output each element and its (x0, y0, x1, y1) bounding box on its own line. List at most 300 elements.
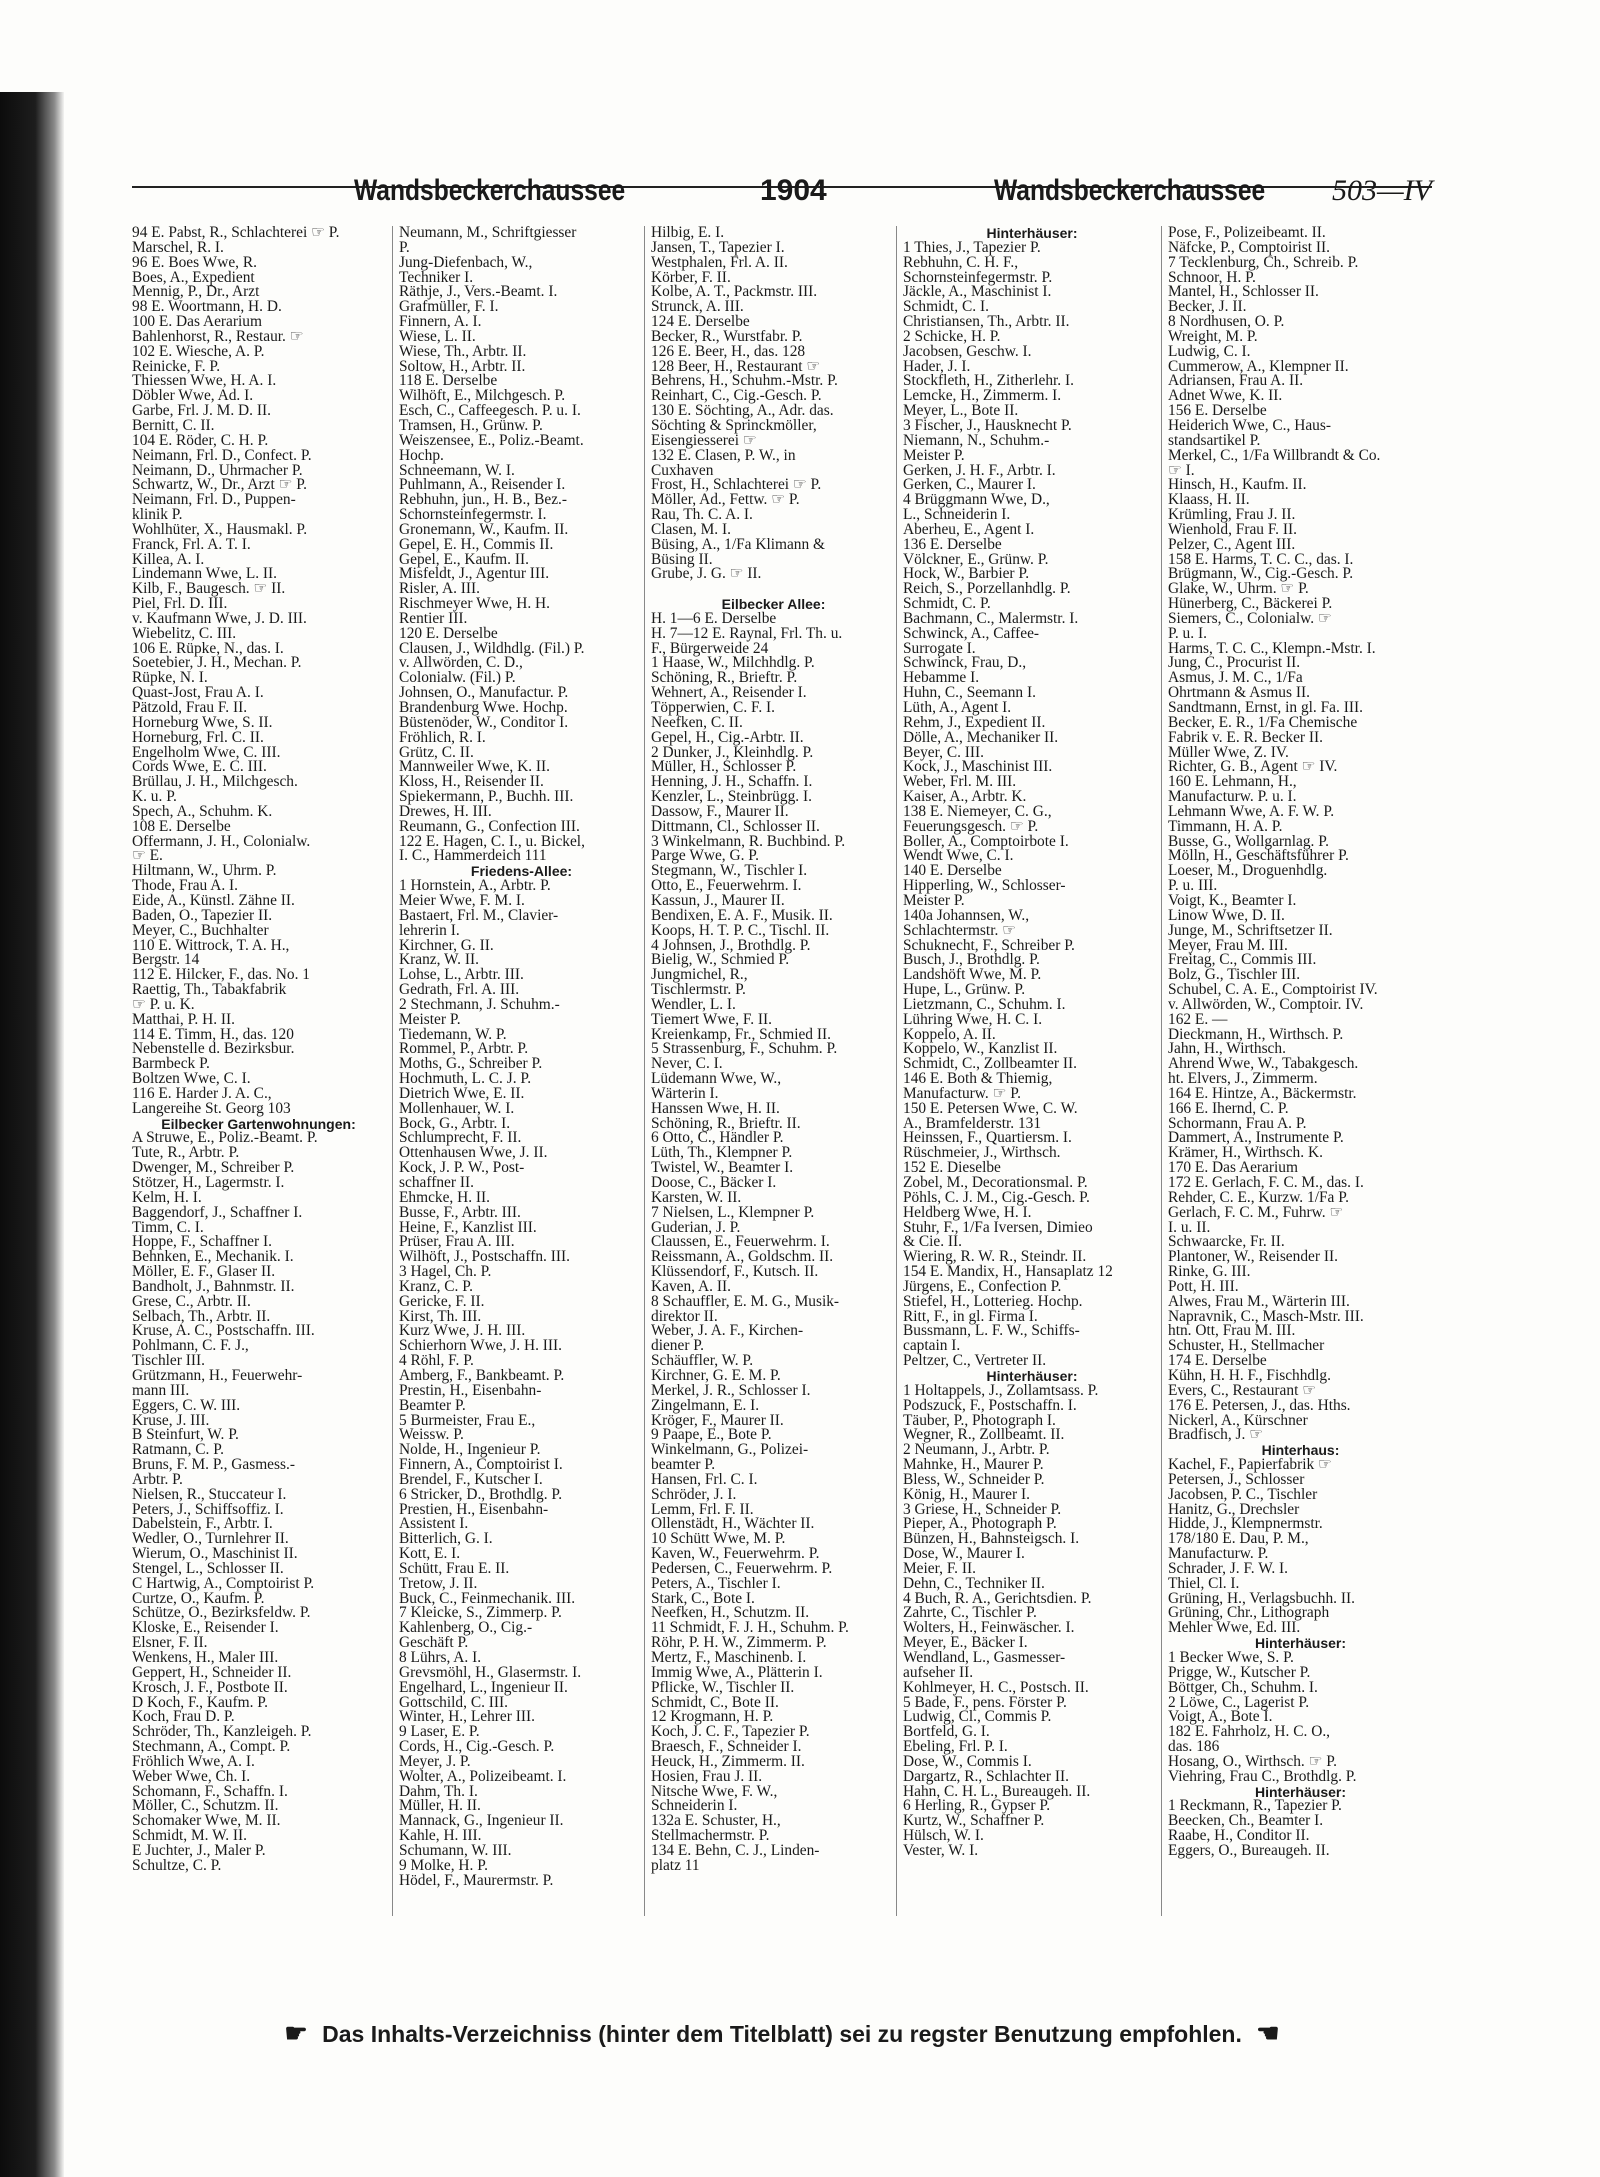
directory-entry: beamter P. (651, 1456, 716, 1474)
directory-entry: Richter, G. B., Agent ☞ IV. (1168, 758, 1338, 776)
directory-entry: 4 Röhl, F. P. (399, 1352, 474, 1370)
directory-entry: Meyer, J. P. (399, 1752, 471, 1770)
scan-edge (0, 92, 64, 2177)
directory-entry: 9 Paape, E., Bote P. (651, 1426, 772, 1444)
directory-entry: 130 E. Söchting, A., Adr. das. (651, 402, 834, 420)
directory-entry: Twistel, W., Beamter I. (651, 1159, 794, 1177)
directory-entry: Puhlmann, A., Reisender I. (399, 476, 566, 494)
directory-entry: Lüdemann Wwe, W., (651, 1070, 782, 1088)
directory-entry: Hochp. (399, 446, 444, 464)
directory-entry: Krosch, J. F., Postbote II. (132, 1678, 288, 1696)
directory-entry: Raabe, H., Conditor II. (1168, 1827, 1310, 1845)
directory-entry: Lüth, A., Agent I. (903, 699, 1012, 716)
directory-entry: 126 E. Beer, H., das. 128 (651, 342, 806, 360)
directory-entry: Kenzler, L., Steinbrügg. I. (651, 788, 812, 806)
directory-entry: Dammert, A., Instrumente P. (1168, 1129, 1344, 1147)
directory-entry: Kruse, A. C., Postschaffn. III. (132, 1322, 315, 1340)
section-heading: Hinterhäuser: (1254, 1635, 1347, 1652)
directory-entry: Thiel, Cl. I. (1168, 1574, 1240, 1592)
directory-entry: Cords Wwe, E. C. III. (132, 758, 267, 776)
directory-entry: Soetebier, J. H., Mechan. P. (132, 654, 302, 672)
directory-entry: Hülsch, W. I. (903, 1827, 984, 1845)
directory-entry: Kaven, W., Feuerwehrm. P. (651, 1545, 820, 1563)
directory-entry: Röhr, P. H. W., Zimmerm. P. (651, 1634, 827, 1652)
directory-entry: Loeser, M., Droguenhdlg. (1168, 862, 1328, 880)
directory-entry: Drewes, H. III. (399, 802, 492, 820)
directory-entry: Wiese, L. II. (399, 327, 476, 345)
directory-entry: 146 E. Both & Thiemig, (903, 1070, 1053, 1088)
directory-entry: Curtze, O., Kaufm. P. (132, 1589, 265, 1607)
directory-entry: 9 Molke, H. P. (399, 1856, 488, 1874)
directory-entry: Grube, J. G. ☞ II. (651, 565, 762, 583)
directory-entry: Schnoor, H. P. (1168, 268, 1256, 286)
directory-entry: Jäckle, A., Maschinist I. (903, 283, 1052, 301)
directory-entry: Reissmann, A., Goldschm. II. (651, 1248, 834, 1266)
directory-entry: Jung, C., Procurist II. (1168, 654, 1301, 672)
directory-entry: Lemm, Frl. F. II. (651, 1500, 754, 1518)
directory-entry: Evers, C., Restaurant ☞ (1168, 1381, 1317, 1399)
directory-entry: 152 E. Dieselbe (903, 1159, 1001, 1177)
directory-entry: Wiering, R. W. R., Steindr. II. (903, 1248, 1087, 1266)
directory-entry: 104 E. Röder, C. H. P. (132, 431, 269, 449)
directory-entry: Kloske, E., Reisender I. (132, 1619, 279, 1637)
directory-entry: 174 E. Derselbe (1168, 1352, 1267, 1370)
directory-entry: Neimann, D., Uhrmacher P. (132, 461, 303, 479)
directory-entry: Büstenöder, W., Conditor I. (399, 713, 569, 731)
directory-entry: Johnsen, O., Manufactur. P. (399, 684, 569, 702)
directory-entry: Wiebelitz, C. III. (132, 624, 237, 642)
directory-entry: Hinsch, H., Kaufm. II. (1168, 476, 1307, 494)
directory-entry: Kelm, H. I. (132, 1188, 202, 1206)
directory-entry: 5 Bade, F., pens. Förster P. (903, 1693, 1067, 1711)
directory-page (132, 128, 1432, 2048)
directory-entry: aufseher II. (903, 1663, 974, 1681)
directory-entry: 8 Schauffler, E. M. G., Musik- (651, 1292, 840, 1310)
directory-entry: Busse, G., Wollgarnlag. P. (1168, 832, 1329, 850)
directory-entry: Dietrich Wwe, E. II. (399, 1084, 525, 1102)
directory-entry: Kahlenberg, O., Cig.- (399, 1619, 533, 1637)
directory-entry: Hock, W., Barbier P. (903, 565, 1030, 583)
directory-entry: Winter, H., Lehrer III. (399, 1708, 535, 1726)
directory-entry: Timmann, H. A. P. (1168, 817, 1283, 835)
directory-entry: Wilhöft, E., Milchgesch. P. (399, 387, 566, 405)
directory-entry: 1 Thies, J., Tapezier P. (903, 238, 1041, 256)
directory-entry: 134 E. Behn, C. J., Linden- (651, 1841, 820, 1859)
directory-entry: v. Kaufmann Wwe, J. D. III. (132, 609, 307, 627)
directory-entry: Ebeling, Frl. P. I. (903, 1738, 1008, 1756)
directory-entry: Fabrik v. E. R. Becker II. (1168, 728, 1324, 746)
directory-column-2 (392, 226, 644, 1916)
directory-entry: Kurtz, W., Schaffner P. (903, 1812, 1045, 1830)
directory-entry: 158 E. Harms, T. C. C., das. I. (1168, 550, 1354, 568)
directory-entry: Heldberg Wwe, H. I. (903, 1203, 1032, 1221)
directory-entry: Schierhorn Wwe, J. H. III. (399, 1337, 562, 1355)
directory-entry: Schröder, Th., Kanzleigeh. P. (132, 1723, 312, 1741)
directory-entry: Immig Wwe, A., Plätterin I. (651, 1663, 823, 1681)
directory-entry: Schwinck, A., Caffee- (903, 624, 1040, 642)
directory-entry: Dose, W., Commis I. (903, 1752, 1032, 1770)
directory-entry: Lemcke, H., Zimmerm. I. (903, 387, 1062, 405)
directory-entry: 98 E. Woortmann, H. D. (132, 298, 282, 316)
directory-entry: Strunck, A. III. (651, 298, 744, 316)
directory-entry: Schmidt, M. W. II. (132, 1827, 248, 1845)
directory-entry: Bastaert, Frl. M., Clavier- (399, 906, 559, 924)
directory-entry: Niemann, N., Schuhm.- (903, 431, 1050, 449)
directory-entry: ☞ E. (132, 847, 163, 865)
directory-entry: Räthje, J., Vers.-Beamt. I. (399, 283, 558, 301)
year: 1904 (760, 174, 827, 207)
directory-entry: Schrader, J. F. W. I. (1168, 1559, 1288, 1577)
directory-entry: K. u. P. (132, 788, 177, 806)
directory-entry: Dose, W., Maurer I. (903, 1545, 1025, 1563)
directory-entry: Nolde, H., Ingenieur P. (399, 1441, 541, 1459)
directory-entry: Risler, A. III. (399, 580, 481, 598)
directory-entry: Bahlenhorst, R., Restaur. ☞ (132, 327, 304, 345)
directory-entry: Quast-Jost, Frau A. I. (132, 684, 264, 702)
directory-entry: Mannack, G., Ingenieur II. (399, 1812, 564, 1830)
directory-entry: Fröhlich, R. I. (399, 728, 486, 746)
directory-entry: Koppelo, A. II. (903, 1025, 996, 1043)
directory-entry: Dieckmann, H., Wirthsch. P. (1168, 1025, 1344, 1043)
directory-entry: 2 Schicke, H. P. (903, 327, 1001, 345)
directory-entry: Grütz, C. II. (399, 743, 474, 761)
directory-entry: Reinhart, C., Cig.-Gesch. P. (651, 387, 822, 405)
directory-entry: Reinicke, F. P. (132, 357, 221, 375)
directory-entry: Freitag, C., Commis III. (1168, 951, 1317, 969)
directory-entry: Eggers, O., Bureaugeh. II. (1168, 1841, 1330, 1859)
directory-entry: Piel, Frl. D. III. (132, 595, 228, 613)
directory-entry: 1 Hornstein, A., Arbtr. P. (399, 877, 551, 895)
directory-entry: Clasen, M. I. (651, 520, 731, 538)
directory-entry: Prüser, Frau A. III. (399, 1233, 515, 1251)
directory-entry: Bünzen, H., Bahnsteigsch. I. (903, 1530, 1080, 1548)
directory-entry: Colonialw. (Fil.) P. (399, 669, 516, 687)
directory-entry: Dahm, Th. I. (399, 1782, 478, 1800)
directory-entry: 110 E. Wittrock, T. A. H., (132, 936, 290, 954)
directory-entry: Podszuck, F., Postschaffn. I. (903, 1396, 1077, 1414)
directory-entry: Rebhuhn, jun., H. B., Bez.- (399, 491, 567, 509)
directory-entry: Dargartz, R., Schlachter II. (903, 1767, 1069, 1785)
directory-entry: Rüpke, N. I. (132, 669, 208, 687)
directory-entry: 114 E. Timm, H., das. 120 (132, 1025, 294, 1043)
directory-entry: Dassow, F., Maurer II. (651, 802, 789, 820)
directory-entry: Kirst, Th. III. (399, 1307, 482, 1325)
directory-entry: 108 E. Derselbe (132, 817, 231, 835)
directory-entry: standsartikel P. (1168, 431, 1261, 449)
directory-entry: Grevsmöhl, H., Glasermstr. I. (399, 1663, 582, 1681)
directory-entry: 166 E. Ihernd, C. P. (1168, 1099, 1289, 1117)
directory-entry: Eggers, C. W. III. (132, 1396, 241, 1414)
directory-entry: Techniker I. (399, 268, 474, 286)
directory-entry: Garbe, Frl. J. M. D. II. (132, 402, 271, 420)
directory-entry: 8 Lührs, A. I. (399, 1649, 482, 1666)
directory-entry: Stockfleth, H., Zitherlehr. I. (903, 372, 1074, 390)
directory-entry: Völckner, E., Grünw. P. (903, 550, 1049, 568)
directory-entry: Busch, J., Brothdlg. P. (903, 951, 1040, 969)
directory-entry: ☞ P. u. K. (132, 995, 195, 1013)
directory-entry: Tischlermstr. P. (651, 981, 746, 999)
directory-entry: Claussen, E., Feuerwehrm. I. (651, 1233, 830, 1251)
directory-entry: Mantel, H., Schlosser II. (1168, 283, 1319, 301)
directory-entry: Schmidt, C., Zollbeamter II. (903, 1055, 1077, 1073)
directory-entry: Never, C. I. (651, 1055, 723, 1073)
directory-columns (132, 226, 1432, 1916)
directory-entry: H. 7—12 E. Raynal, Frl. Th. u. (651, 624, 843, 642)
directory-entry: Weber, Frl. M. III. (903, 773, 1017, 791)
directory-entry: 178/180 E. Dau, P. M., (1168, 1530, 1309, 1548)
directory-entry: Schormann, Frau A. P. (1168, 1114, 1307, 1132)
directory-entry: 94 E. Pabst, R., Schlachterei ☞ P. (132, 226, 340, 241)
directory-column-3 (644, 226, 896, 1916)
directory-entry: Schütze, O., Bezirksfeldw. P. (132, 1604, 311, 1622)
directory-entry: 6 Stricker, D., Brothdlg. P. (399, 1485, 563, 1503)
directory-entry: Kock, J., Maschinist III. (903, 758, 1053, 776)
directory-entry: Hochmuth, L. C. J. P. (399, 1070, 532, 1088)
directory-entry: Wierum, O., Maschinist II. (132, 1545, 298, 1563)
directory-entry: Wärterin I. (651, 1084, 719, 1102)
directory-entry: Behrens, H., Schuhm.-Mstr. P. (651, 372, 838, 390)
directory-entry: Linow Wwe, D. II. (1168, 906, 1285, 924)
directory-entry: 100 E. Das Aerarium (132, 313, 262, 331)
directory-entry: Brüllau, J. H., Milchgesch. (132, 773, 298, 791)
directory-entry: Schöning, R., Brieftr. II. (651, 1114, 801, 1132)
directory-entry: 140a Johannsen, W., (903, 906, 1030, 924)
directory-entry: Nebenstelle d. Bezirksbur. (132, 1040, 295, 1058)
street-name-left: Wandsbeckerchaussee (354, 174, 626, 207)
directory-entry: Reumann, G., Confection III. (399, 817, 580, 835)
directory-entry: Tischler III. (132, 1352, 205, 1370)
directory-entry: Schuknecht, F., Schreiber P. (903, 936, 1075, 954)
directory-entry: direktor II. (651, 1307, 718, 1325)
directory-entry: Kühn, H. H. F., Fischhdlg. (1168, 1366, 1331, 1384)
directory-entry: Wehnert, A., Reisender I. (651, 684, 807, 702)
directory-entry: Koch, J. C. F., Tapezier P. (651, 1723, 810, 1741)
directory-entry: L., Schneiderin I. (903, 506, 1011, 524)
directory-entry: Wegner, R., Zollbeamt. II. (903, 1426, 1065, 1444)
directory-entry: Möller, Ad., Fettw. ☞ P. (651, 491, 800, 509)
directory-entry: Pelzer, C., Agent III. (1168, 535, 1296, 553)
directory-entry: Moths, G., Schreiber P. (399, 1055, 543, 1073)
section-heading: Eilbecker Allee: (721, 596, 826, 613)
directory-entry: Prigge, W., Kutscher P. (1168, 1663, 1311, 1681)
directory-entry: Schomaker Wwe, M. II. (132, 1812, 281, 1830)
directory-column-1 (132, 226, 385, 1916)
directory-entry: Pätzold, Frau F. II. (132, 699, 248, 716)
directory-entry: Engelholm Wwe, C. III. (132, 743, 281, 761)
directory-entry: 136 E. Derselbe (903, 535, 1002, 553)
directory-entry: Bussmann, L. F. W., Schiffs- (903, 1322, 1080, 1340)
directory-entry: Spiekermann, P., Buchh. III. (399, 788, 574, 806)
directory-entry: Lüth, Th., Klempner P. (651, 1144, 793, 1162)
directory-entry: Voigt, A., Bote I. (1168, 1708, 1273, 1726)
directory-entry: 138 E. Niemeyer, C. G., (903, 802, 1052, 820)
directory-entry: Meister P. (903, 891, 965, 909)
directory-entry: Hader, J. I. (903, 357, 971, 375)
directory-entry: Boltzen Wwe, C. I. (132, 1070, 251, 1088)
directory-entry: 8 Nordhusen, O. P. (1168, 313, 1285, 331)
directory-entry: diener P. (651, 1337, 705, 1355)
directory-entry: Ludwig, C. I. (1168, 342, 1251, 360)
directory-entry: Spech, A., Schuhm. K. (132, 802, 273, 820)
directory-entry: Prestien, H., Eisenbahn- (399, 1500, 549, 1518)
directory-entry: Stuhr, F., 1/Fa Iversen, Dimieo (903, 1218, 1093, 1236)
directory-entry: Amberg, F., Bankbeamt. P. (399, 1366, 565, 1384)
directory-entry: Heinssen, F., Quartiersm. I. (903, 1129, 1072, 1147)
directory-entry: Söchting & Sprinckmöller, (651, 416, 817, 434)
directory-entry: Neimann, Frl. D., Confect. P. (132, 446, 312, 464)
directory-entry: H. 1—6 E. Derselbe (651, 609, 777, 627)
directory-entry: Bolz, G., Tischler III. (1168, 966, 1301, 984)
directory-entry: Schornsteinfegermstr. I. (399, 506, 547, 524)
directory-entry: Assistent I. (399, 1515, 469, 1533)
directory-entry: Schultze, C. P. (132, 1856, 222, 1874)
section-heading: Hinterhäuser: (986, 1367, 1078, 1384)
directory-entry: 2 Neumann, J., Arbtr. P. (903, 1441, 1050, 1459)
directory-entry: Plantoner, W., Reisender II. (1168, 1248, 1338, 1266)
directory-entry: Rentier III. (399, 609, 468, 627)
directory-entry: Selbach, Th., Arbtr. II. (132, 1307, 271, 1325)
directory-entry: Hebamme I. (903, 669, 980, 687)
directory-entry: Behnken, E., Mechanik. I. (132, 1248, 294, 1266)
directory-entry: Wolters, H., Feinwäscher. I. (903, 1619, 1075, 1637)
directory-entry: B Steinfurt, W. P. (132, 1426, 239, 1444)
directory-entry: Mölln, H., Geschäftsführer P. (1168, 847, 1349, 865)
directory-entry: 176 E. Petersen, J., das. Hths. (1168, 1396, 1351, 1414)
page-header (132, 128, 1432, 207)
directory-entry: Bendixen, E. A. F., Musik. II. (651, 906, 833, 924)
directory-entry: Kilb, F., Baugesch. ☞ II. (132, 580, 286, 598)
directory-entry: Kott, E. I. (399, 1545, 461, 1563)
directory-entry: Täuber, P., Photograph I. (903, 1411, 1056, 1429)
directory-entry: Hünerberg, C., Bäckerei P. (1168, 595, 1333, 613)
directory-entry: 3 Hagel, Ch. P. (399, 1263, 492, 1281)
directory-entry: Bandholt, J., Bahnmstr. II. (132, 1277, 295, 1295)
directory-entry: Koch, Frau D. P. (132, 1708, 235, 1726)
directory-entry: 1 Haase, W., Milchhdlg. P. (651, 654, 815, 672)
directory-entry: 7 Kleicke, S., Zimmerp. P. (399, 1604, 562, 1622)
directory-entry: Barmbeck P. (132, 1055, 210, 1073)
directory-entry: Rebhuhn, C. H. F., (903, 253, 1019, 271)
directory-entry: Baden, O., Tapezier II. (132, 906, 273, 924)
directory-entry: 164 E. Hintze, A., Bäckermstr. (1168, 1084, 1357, 1102)
directory-entry: Stengel, L., Schlosser II. (132, 1559, 284, 1577)
directory-entry: Becker, R., Wurstfabr. P. (651, 327, 803, 345)
directory-entry: Meister P. (903, 446, 965, 464)
directory-entry: 120 E. Derselbe (399, 624, 498, 642)
directory-entry: Ollenstädt, H., Wächter II. (651, 1515, 815, 1533)
directory-entry: Thode, Frau A. I. (132, 877, 239, 895)
directory-entry: 124 E. Derselbe (651, 313, 750, 331)
directory-entry: Jacobsen, P. C., Tischler (1168, 1485, 1318, 1503)
directory-entry: 106 E. Rüpke, N., das. I. (132, 639, 284, 657)
directory-entry: Hanitz, G., Drechsler (1168, 1500, 1300, 1518)
directory-entry: Schwartz, W., Dr., Arzt ☞ P. (132, 476, 307, 494)
directory-entry: Bruns, F. M. P., Gasmess.- (132, 1456, 295, 1474)
directory-entry: 102 E. Wiesche, A. P. (132, 342, 265, 360)
directory-entry: 3 Winkelmann, R. Buchbind. P. (651, 832, 846, 850)
directory-entry: Esch, C., Caffeegesch. P. u. I. (399, 402, 581, 420)
directory-entry: Killea, A. I. (132, 550, 205, 568)
pointing-hand-right-icon: ☛ (284, 2018, 308, 2048)
directory-entry: Adnet Wwe, K. II. (1168, 387, 1283, 405)
directory-entry: A Struwe, E., Poliz.-Beamt. P. (132, 1129, 318, 1147)
directory-entry: 128 Beer, H., Restaurant ☞ (651, 357, 821, 375)
pointing-hand-left-icon: ☚ (1256, 2018, 1280, 2048)
directory-entry: Kassun, J., Maurer II. (651, 891, 785, 909)
directory-entry: Finnern, A., Comptoirist I. (399, 1456, 563, 1474)
directory-entry: Koops, H. T. P. C., Tischl. II. (651, 921, 830, 939)
directory-entry: A., Bramfelderstr. 131 (903, 1114, 1042, 1132)
directory-entry: Neefken, H., Schutzm. II. (651, 1604, 810, 1622)
directory-entry: 162 E. — (1168, 1010, 1228, 1028)
directory-entry: Zahrte, C., Tischler P. (903, 1604, 1037, 1622)
directory-entry: Manufacturw. ☞ P. (903, 1084, 1021, 1102)
directory-entry: Sandtmann, Ernst, in gl. Fa. III. (1168, 699, 1363, 716)
directory-entry: Stechmann, A., Compt. P. (132, 1738, 291, 1756)
directory-entry: Gerken, C., Maurer I. (903, 476, 1036, 494)
directory-entry: Pieper, A., Photograph P. (903, 1515, 1057, 1533)
directory-entry: Döbler Wwe, Ad. I. (132, 387, 254, 405)
directory-entry: Mennig, P., Dr., Arzt (132, 283, 260, 301)
directory-entry: Westphalen, Frl. A. II. (651, 253, 788, 271)
directory-entry: Hupe, L., Grünw. P. (903, 981, 1026, 999)
directory-entry: 156 E. Derselbe (1168, 402, 1267, 420)
directory-entry: Henning, J. H., Schaffn. I. (651, 773, 813, 791)
directory-entry: Bielig, W., Schmied P. (651, 951, 790, 969)
directory-entry: Bitterlich, G. I. (399, 1530, 493, 1548)
directory-entry: Ottenhausen Wwe, J. II. (399, 1144, 548, 1162)
directory-entry: Gepel, H., Cig.-Arbtr. II. (651, 728, 804, 746)
directory-entry: Müller Wwe, Z. IV. (1168, 743, 1289, 761)
directory-entry: C Hartwig, A., Comptoirist P. (132, 1574, 315, 1592)
directory-entry: Ahrend Wwe, W., Tabakgesch. (1168, 1055, 1359, 1073)
directory-entry: Siemers, C., Colonialw. ☞ (1168, 609, 1332, 627)
directory-entry: 2 Dunker, J., Kleinhdlg. P. (651, 743, 814, 761)
directory-entry: Baggendorf, J., Schaffner I. (132, 1203, 303, 1221)
directory-entry: Karsten, W. II. (651, 1188, 742, 1206)
directory-entry: Bernitt, C. II. (132, 416, 215, 434)
directory-entry: 170 E. Das Aerarium (1168, 1159, 1298, 1177)
directory-entry: Klaass, H. II. (1168, 491, 1250, 509)
directory-entry: Eisengiesserei ☞ (651, 431, 757, 449)
directory-entry: Parge Wwe, G. P. (651, 847, 760, 865)
directory-entry: Hiltmann, W., Uhrm. P. (132, 862, 277, 880)
directory-entry: Schmidt, C. P. (903, 595, 991, 613)
directory-entry: Bortfeld, G. I. (903, 1723, 990, 1741)
directory-entry: Gepel, E., Kaufm. II. (399, 550, 529, 568)
directory-entry: Schuster, H., Stellmacher (1168, 1337, 1325, 1355)
directory-entry: Heine, F., Kanzlist III. (399, 1218, 537, 1236)
directory-entry: E Juchter, J., Maler P. (132, 1841, 266, 1859)
directory-entry: Tute, R., Arbtr. P. (132, 1144, 240, 1162)
directory-entry: Gerlach, F. C. M., Fuhrw. ☞ (1168, 1203, 1344, 1221)
section-heading: Friedens-Allee: (470, 863, 573, 880)
section-heading: Hinterhäuser: (1254, 1783, 1347, 1800)
directory-entry: Wendt Wwe, C. I. (903, 847, 1014, 865)
directory-entry: captain I. (903, 1337, 961, 1355)
directory-entry: Heuck, H., Zimmerm. II. (651, 1752, 805, 1770)
directory-entry: Huhn, C., Seemann I. (903, 684, 1036, 702)
directory-entry: Wolter, A., Polizeibeamt. I. (399, 1767, 567, 1785)
directory-entry: 9 Laser, E. P. (399, 1723, 480, 1741)
directory-entry: Schütt, Frau E. II. (399, 1559, 510, 1577)
directory-entry: Lietzmann, C., Schuhm. I. (903, 995, 1066, 1013)
directory-entry: 154 E. Mandix, H., Hansaplatz 12 (903, 1263, 1113, 1281)
directory-entry: Horneburg Wwe, S. II. (132, 713, 273, 731)
directory-entry: Rüschmeier, J., Wirthsch. (903, 1144, 1061, 1162)
directory-entry: Kaven, A. II. (651, 1277, 731, 1295)
directory-entry: Ratmann, C. P. (132, 1441, 224, 1459)
